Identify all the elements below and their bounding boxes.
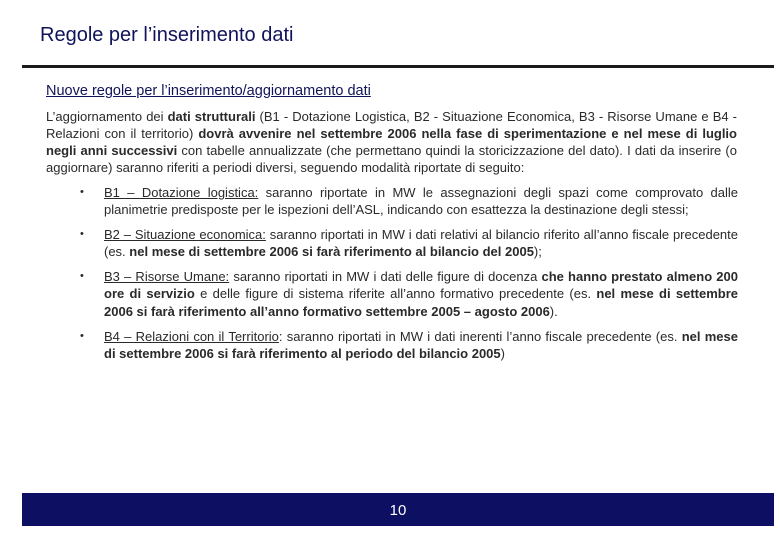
list-item-body: e delle figure di sistema riferite all’anno formativo precedente (es. — [194, 286, 597, 302]
list-item-text — [104, 226, 738, 260]
section-heading: Nuove regole per l’inserimento/aggiornamento dati — [46, 83, 371, 99]
title-divider — [22, 65, 774, 68]
bullet-icon: • — [80, 186, 84, 198]
list-item — [80, 328, 738, 362]
list-item-label: B4 – Relazioni con il Territorio — [104, 328, 279, 344]
footer-bar — [22, 493, 774, 526]
list-item-label: B1 – Dotazione logistica: — [104, 185, 259, 200]
page-number: 10 — [389, 502, 407, 519]
bullet-icon: • — [80, 270, 84, 283]
list-item-body: : saranno riportati in MW i dati inerenti l’anno fiscale precedente (es. — [278, 328, 682, 344]
list-item-body: ); — [533, 244, 542, 260]
list-item-label: B2 – Situazione economica: — [104, 227, 266, 243]
list-item-body: saranno riportati in MW i dati delle figure di docenza — [229, 269, 542, 285]
list-item-body: saranno riportati in MW i dati relativi al bilancio riferito all’anno fiscale precedente (es. — [104, 227, 738, 260]
intro-text: (B1 - Dotazione Logistica, B2 - Situazione Economica, B3 - Risorse Umane e B4 - Relazioni con il territorio) — [46, 109, 737, 142]
list-item-bold: nel mese di settembre 2006 si farà riferimento al periodo del bilancio 2005 — [104, 328, 738, 361]
bullet-icon: • — [80, 329, 84, 342]
slide-title: Regole per l’inserimento dati — [40, 24, 294, 46]
list-item-text — [104, 328, 738, 362]
intro-text: con tabelle annualizzate (che permettano quindi la storicizzazione del dato). I dati da inserire (o aggiornare) saranno riferiti a periodi diversi, seguendo modalità riportate di seguito: — [46, 143, 737, 176]
list-item-body: ) — [500, 345, 505, 361]
intro-bold-text: dovrà avvenire nel settembre 2006 nella fase di sperimentazione e nel mese di luglio negli anni successivi — [46, 126, 737, 159]
list-item — [80, 268, 738, 319]
rules-list — [80, 184, 738, 370]
list-item-body: ). — [549, 303, 558, 319]
intro-paragraph — [46, 108, 737, 176]
list-item-text — [104, 268, 738, 319]
list-item-bold: nel mese di settembre 2006 si farà riferimento al bilancio del 2005 — [129, 244, 534, 260]
list-item — [80, 184, 738, 218]
list-item-bold: nel mese di settembre 2006 si farà riferimento all’anno formativo settembre 2005 – agosto 2006 — [104, 286, 739, 319]
list-item-bold: che hanno prestato almeno 200 ore di servizio — [104, 269, 738, 302]
list-item — [80, 226, 738, 260]
bullet-icon: • — [80, 228, 84, 241]
list-item-label: B3 – Risorse Umane: — [104, 269, 230, 285]
intro-bold-text: dati strutturali — [167, 109, 256, 124]
list-item-body: saranno riportate in MW le assegnazioni degli spazi come comprovato dalle planimetrie predisposte per le ispezioni dell’ASL, indicando con esattezza la destinazione degli stessi; — [104, 185, 738, 218]
list-item-text — [104, 184, 738, 218]
intro-text: L’aggiornamento dei — [46, 109, 168, 124]
